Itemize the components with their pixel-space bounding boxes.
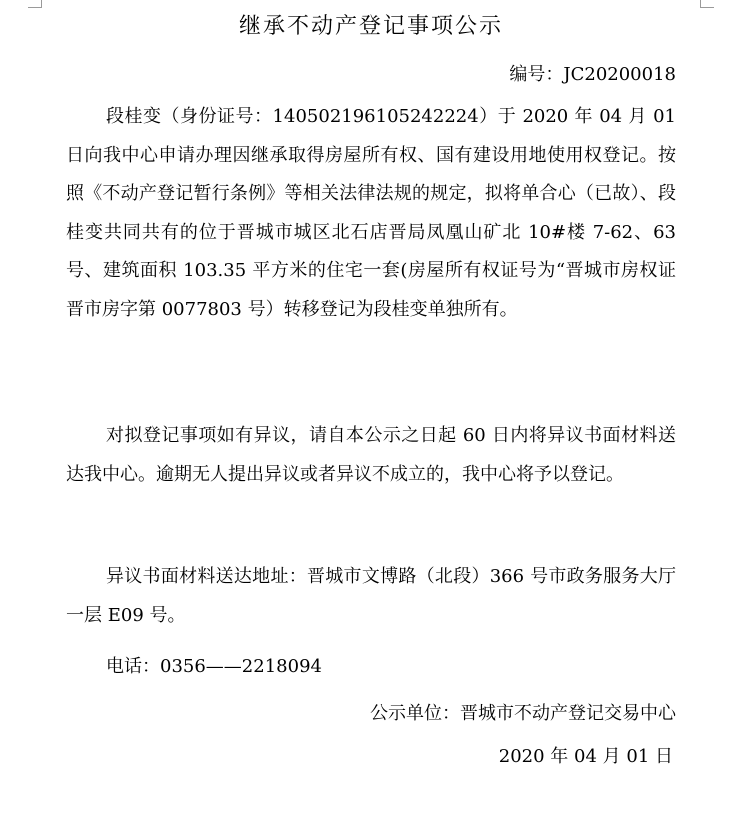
crop-mark-top-left xyxy=(28,0,42,8)
body-paragraph-address: 异议书面材料送达地址：晋城市文博路（北段）366 号市政务服务大厅一层 E09 号。 xyxy=(66,566,676,626)
publishing-unit: 公示单位：晋城市不动产登记交易中心 xyxy=(370,703,676,724)
document-number: 编号：JC20200018 xyxy=(509,64,676,85)
document-title: 继承不动产登记事项公示 xyxy=(238,14,503,39)
body-paragraph-application: 段桂变（身份证号：140502196105242224）于 2020 年 04 月 01 日向我中心申请办理因继承取得房屋所有权、国有建设用地使用权登记。按照《不动产登记暂行条例》等相关法律法规的规定，拟将单合心（已故）、段桂变共同共有的位于晋城市城区北石店晋局凤凰山矿北 10#楼 7-62、63 号、建筑面积 103.35 平方米的住宅一套(房屋所有权证号为“晋城市房权证晋市房字第 0077803 号）转移登记为段桂变单独所有。 xyxy=(66,106,676,320)
publication-date: 2020 年 04 月 01 日 xyxy=(498,746,673,767)
body-paragraph-objection: 对拟登记事项如有异议，请自本公示之日起 60 日内将异议书面材料送达我中心。逾期无人提出异议或者异议不成立的，我中心将予以登记。 xyxy=(66,425,676,485)
crop-mark-top-right xyxy=(700,0,714,8)
contact-phone: 电话：0356——2218094 xyxy=(106,656,322,677)
